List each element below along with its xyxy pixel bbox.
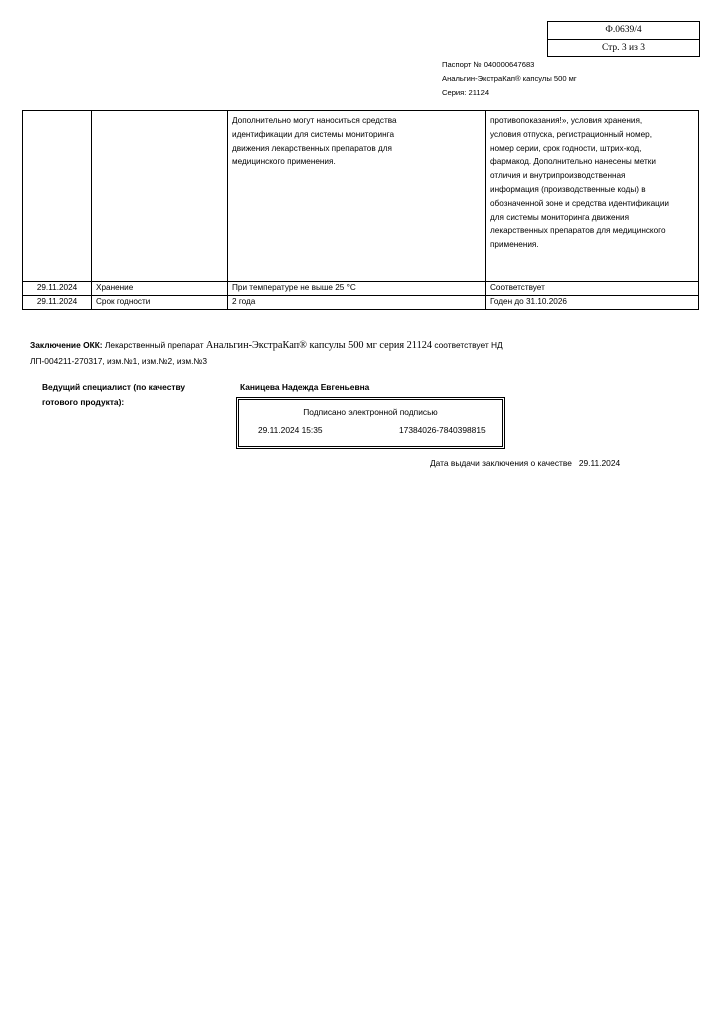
cell-date: 29.11.2024 (23, 296, 92, 310)
cell-requirement: При температуре не выше 25 °С (228, 282, 486, 296)
passport-product: Анальгин-ЭкстраКап® капсулы 500 мг (442, 74, 577, 83)
passport-number: Паспорт № 040000647683 (442, 60, 535, 69)
issue-date-value: 29.11.2024 (578, 458, 621, 468)
conclusion-product: Анальгин-ЭкстраКап® капсулы 500 мг серия 21124 (205, 340, 433, 351)
conclusion (30, 338, 690, 369)
signature-certificate: 17384026-7840398815 (399, 425, 486, 435)
specialist-title (42, 380, 212, 409)
specialist-name: Каницева Надежда Евгеньевна (240, 382, 370, 392)
page-counter: Стр. 3 из 3 (548, 39, 699, 57)
signature-title: Подписано электронной подписью (303, 407, 438, 417)
conclusion-text-after: соответствует НД (434, 340, 503, 350)
specialist-title-line1: Ведущий специалист (по качеству (42, 382, 186, 392)
cell-date (23, 111, 92, 282)
cell-indicator (92, 111, 228, 282)
signature-datetime: 29.11.2024 15:35 (258, 425, 323, 435)
cell-result (486, 111, 699, 282)
electronic-signature-stamp (236, 397, 505, 449)
conclusion-line1 (30, 338, 690, 354)
cell-indicator: Хранение (92, 282, 228, 296)
issue-date-line (430, 458, 620, 468)
cell-date: 29.11.2024 (23, 282, 92, 296)
cell-result: Годен до 31.10.2026 (486, 296, 699, 310)
requirement-text: Дополнительно могут наноситься средства идентификации для системы мониторинга движения лекарственных препаратов для медицинского применения. (232, 116, 397, 167)
form-code: Ф.0639/4 (605, 25, 642, 35)
issue-date-label: Дата выдачи заключения о качестве (430, 458, 572, 468)
form-code-box (547, 21, 700, 57)
cell-requirement: 2 года (228, 296, 486, 310)
result-text: противопоказания!», условия хранения, условия отпуска, регистрационный номер, номер серии, срок годности, штрих-код, фармакод. Дополнительно нанесены метки отличия и внутрипроизводственная информация (производственные коды) в обозначенной зоне и средства идентификации для системы мониторинга движения лекарственных препаратов для медицинского применения. (490, 116, 669, 250)
table-row (23, 282, 699, 296)
table-row (23, 111, 699, 282)
cell-result: Соответствует (486, 282, 699, 296)
passport-series: Серия: 21124 (442, 88, 490, 97)
specialist-title-line2: готового продукта): (42, 396, 125, 407)
conclusion-label: Заключение ОКК: (30, 340, 103, 350)
quality-table (22, 110, 699, 310)
cell-indicator: Срок годности (92, 296, 228, 310)
conclusion-line2: ЛП-004211-270317, изм.№1, изм.№2, изм.№3 (30, 355, 208, 366)
passport-header (442, 58, 577, 100)
cell-requirement (228, 111, 486, 282)
conclusion-text-before: Лекарственный препарат (104, 340, 204, 350)
table-row (23, 296, 699, 310)
